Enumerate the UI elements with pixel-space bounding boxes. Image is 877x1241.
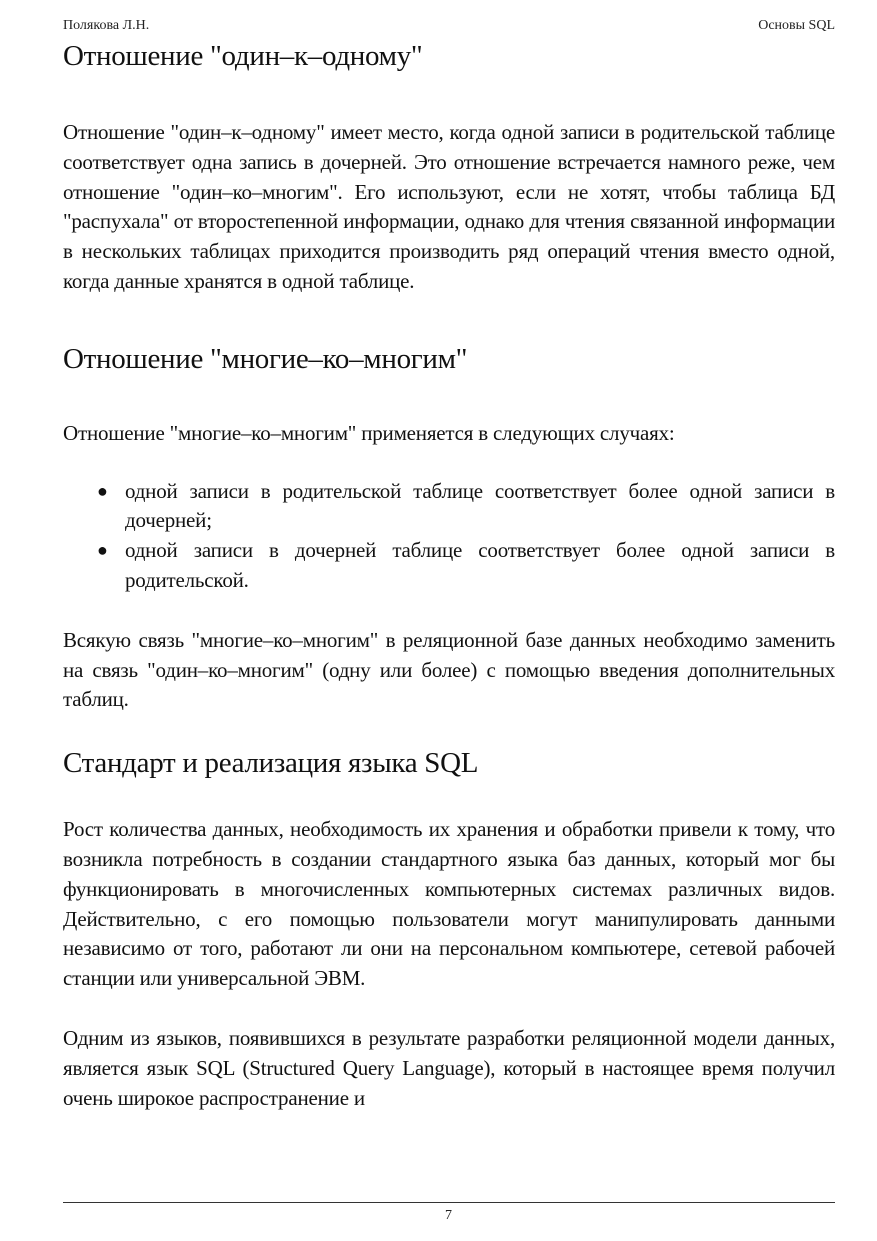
bullet-icon: ● [97, 480, 108, 501]
bullet-list [63, 477, 835, 596]
bullet-icon: ● [97, 540, 108, 561]
list-item [97, 477, 835, 537]
footer-divider [63, 1202, 835, 1203]
page-content [63, 38, 835, 1113]
paragraph-many-to-many-intro: Отношение "многие–ко–многим" применяется в следующих случаях: [63, 420, 675, 445]
paragraph-sql-standard-2: Одним из языков, появившихся в результате разработки реляционной модели данных, является язык SQL (Structured Query Language), который в настоящее время получил очень широкое распространение и [63, 1025, 835, 1110]
list-item-text: одной записи в дочерней таблице соответствует более одной записи в родительской. [125, 538, 835, 592]
heading-many-to-many: Отношение "многие–ко–многим" [63, 342, 468, 375]
header-title: Основы SQL [758, 18, 835, 33]
heading-one-to-one: Отношение "один–к–одному" [63, 40, 423, 72]
heading-sql-standard: Стандарт и реализация языка SQL [63, 747, 479, 780]
header-author: Полякова Л.Н. [63, 18, 150, 33]
paragraph-one-to-one: Отношение "один–к–одному" имеет место, когда одной записи в родительской таблице соответствует одна запись в дочерней. Это отношение встречается намного реже, чем отношение "один–ко–многим". Его используют, если не хотят, чтобы таблица БД "распухала" от второстепенной информации, однако для чтения связанной информации в нескольких таблицах приходится производить ряд операций чтения вместо одной, когда данные хранятся в одной таблице. [63, 120, 835, 293]
page-number: 7 [445, 1208, 452, 1223]
list-item-text: одной записи в родительской таблице соответствует более одной записи в дочерней; [125, 478, 835, 533]
paragraph-many-to-many-conclusion: Всякую связь "многие–ко–многим" в реляционной базе данных необходимо заменить на связь "один–ко–многим" (одну или более) с помощью введения дополнительных таблиц. [63, 627, 835, 712]
paragraph-sql-standard-1: Рост количества данных, необходимость их хранения и обработки привели к тому, что возникла потребность в создании стандартного языка баз данных, который мог бы функционировать в многочисленных компьютерных системах различных видов. Действительно, с его помощью пользователи могут манипулировать данными независимо от того, работают ли они на персональном компьютере, сетевой рабочей станции или универсальной ЭВМ. [63, 817, 835, 991]
list-item [97, 536, 835, 596]
